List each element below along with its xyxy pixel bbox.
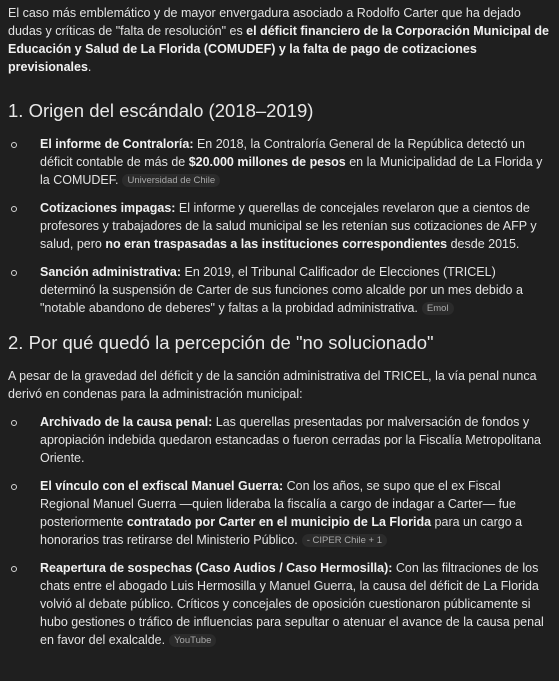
- source-chip[interactable]: - CIPER Chile + 1: [302, 534, 387, 547]
- list-item: Archivado de la causa penal: Las querellas presentadas por malversación de fondos y apropiación indebida quedaron estancadas o fueron cerradas por la Fiscalía Metropolitana Oriente.: [8, 413, 551, 467]
- section-heading-perception: 2. Por qué quedó la percepción de "no solucionado": [8, 332, 434, 353]
- section-intro: A pesar de la gravedad del déficit y de la sanción administrativa del TRICEL, la vía penal nunca derivó en condenas para la administración municipal:: [8, 369, 537, 401]
- list-item: Cotizaciones impagas: El informe y querellas de concejales revelaron que a cientos de profesores y trabajadores de la salud municipal se les retenían sus cotizaciones de AFP y salud, pero no eran traspasadas a las instituciones correspondientes desde 2015.: [8, 199, 551, 253]
- origin-list: [8, 135, 551, 317]
- list-item: Reapertura de sospechas (Caso Audios / Caso Hermosilla): Con las filtraciones de los chats entre el abogado Luis Hermosilla y Manuel Guerra, la causa del déficit de La Florida volvió al debate público. Críticos y concejales de oposición cuestionaron públicamente si hubo gestiones o tráfico de influencias para sepultar o atenuar el avance de la causa penal en favor del exalcalde. YouTube: [8, 559, 551, 649]
- source-chip[interactable]: Universidad de Chile: [122, 174, 220, 187]
- intro-paragraph: El caso más emblemático y de mayor envergadura asociado a Rodolfo Carter que ha dejado dudas y críticas de "falta de resolución" es el déficit financiero de la Corporación Municipal de Educación y Salud de La Florida (COMUDEF) y la falta de pago de cotizaciones previsionales.: [8, 6, 550, 74]
- section-heading-origin: 1. Origen del escándalo (2018–2019): [8, 100, 314, 121]
- source-chip[interactable]: YouTube: [169, 634, 216, 647]
- source-chip[interactable]: Emol: [422, 302, 454, 315]
- list-item: Sanción administrativa: En 2019, el Tribunal Calificador de Elecciones (TRICEL) determinó la suspensión de Carter de sus funciones como alcalde por un mes debido a "notable abandono de deberes" y faltas a la probidad administrativa. Emol: [8, 263, 551, 317]
- list-item: El informe de Contraloría: En 2018, la Contraloría General de la República detectó un déficit contable de más de $20.000 millones de pesos en la Municipalidad de La Florida y la COMUDEF. Universidad de Chile: [8, 135, 551, 189]
- perception-list: [8, 413, 551, 649]
- list-item: El vínculo con el exfiscal Manuel Guerra: Con los años, se supo que el ex Fiscal Regional Manuel Guerra —quien lideraba la fiscalía a cargo de indagar a Carter— fue posteriormente contratado por Carter en el municipio de La Florida para un cargo a honorarios tras retirarse del Ministerio Público. - CIPER Chile + 1: [8, 477, 551, 549]
